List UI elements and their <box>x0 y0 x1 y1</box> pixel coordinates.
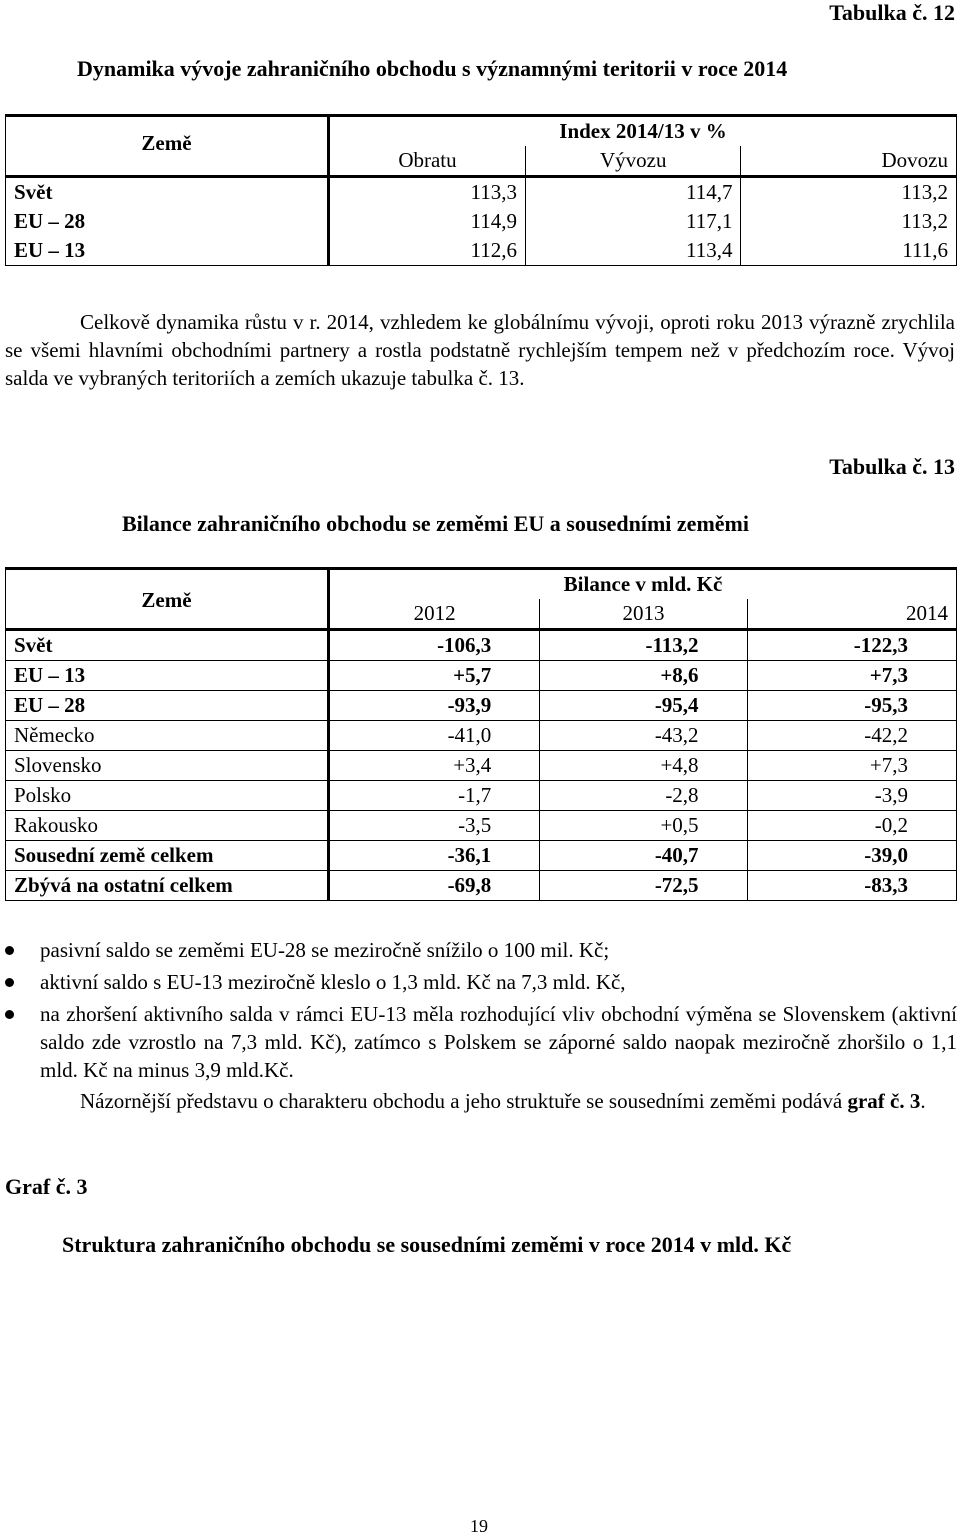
cell: -93,9 <box>329 691 540 721</box>
table-row <box>6 630 957 661</box>
table12-title: Dynamika vývoje zahraničního obchodu s významnými teritorii v roce 2014 <box>77 56 788 81</box>
cell: 117,1 <box>525 207 741 236</box>
paragraph-1-text: Celkově dynamika růstu v r. 2014, vzhledem ke globálnímu vývoji, oproti roku 2013 výrazně zrychlila se všemi hlavními obchodními partnery a rostla podstatně rychlejším tempem než v předchozím roce. Vývoj salda ve vybraných teritoriích a zemích ukazuje tabulka č. 13. <box>5 310 955 390</box>
cell: -95,3 <box>747 691 956 721</box>
table-row <box>6 781 957 811</box>
row-label: Svět <box>6 177 329 208</box>
table12-label: Tabulka č. 12 <box>829 0 955 25</box>
row-label: EU – 28 <box>6 207 329 236</box>
row-label: Zbývá na ostatní celkem <box>6 871 329 901</box>
cell: 111,6 <box>741 236 957 266</box>
paragraph-2-text: Názornější představu o charakteru obchodu a jeho struktuře se sousedními zeměmi podává <box>80 1089 848 1113</box>
table13 <box>5 567 957 901</box>
table13-year: 2012 <box>329 599 540 630</box>
cell: 113,2 <box>741 177 957 208</box>
cell: 113,2 <box>741 207 957 236</box>
cell: +7,3 <box>747 661 956 691</box>
cell: -42,2 <box>747 721 956 751</box>
row-label: Polsko <box>6 781 329 811</box>
table13-year: 2014 <box>747 599 956 630</box>
bullet-list <box>5 936 957 1088</box>
bullet-dot-icon <box>5 946 14 955</box>
cell: +0,5 <box>540 811 747 841</box>
cell: 114,9 <box>329 207 526 236</box>
list-item-text: na zhoršení aktivního salda v rámci EU-13 měla rozhodující vliv obchodní výměna se Slovenskem (aktivní saldo zde vzrostlo na 7,3 mld. Kč), zatímco s Polskem se záporné saldo naopak meziročně zhoršilo o 1,1 mld. Kč na minus 3,9 mld.Kč. <box>40 1002 957 1082</box>
cell: -106,3 <box>329 630 540 661</box>
cell: 113,4 <box>525 236 741 266</box>
list-item-text: aktivní saldo s EU-13 meziročně kleslo o 1,3 mld. Kč na 7,3 mld. Kč, <box>40 970 626 994</box>
cell: -2,8 <box>540 781 747 811</box>
list-item <box>5 968 957 996</box>
cell: -43,2 <box>540 721 747 751</box>
list-item-text: pasivní saldo se zeměmi EU-28 se meziročně snížilo o 100 mil. Kč; <box>40 938 610 962</box>
table-row <box>6 691 957 721</box>
graph-title: Struktura zahraničního obchodu se sousedními zeměmi v roce 2014 v mld. Kč <box>62 1232 792 1257</box>
cell: -72,5 <box>540 871 747 901</box>
cell: 112,6 <box>329 236 526 266</box>
table-row <box>6 177 957 208</box>
cell: 113,3 <box>329 177 526 208</box>
cell: -40,7 <box>540 841 747 871</box>
table12-header-country: Země <box>6 116 329 177</box>
row-label: EU – 28 <box>6 691 329 721</box>
table13-title: Bilance zahraničního obchodu se zeměmi EU a sousedními zeměmi <box>122 511 749 536</box>
row-label: Rakousko <box>6 811 329 841</box>
table-row <box>6 721 957 751</box>
table13-header-bilance: Bilance v mld. Kč <box>329 569 957 600</box>
table-row <box>6 871 957 901</box>
cell: -1,7 <box>329 781 540 811</box>
cell: -69,8 <box>329 871 540 901</box>
table-row <box>6 751 957 781</box>
paragraph-2-end: . <box>920 1089 926 1113</box>
table13-label: Tabulka č. 13 <box>829 454 955 479</box>
cell: -83,3 <box>747 871 956 901</box>
cell: -36,1 <box>329 841 540 871</box>
table-row <box>6 841 957 871</box>
table-row <box>6 236 957 266</box>
table-row <box>6 207 957 236</box>
row-label: EU – 13 <box>6 236 329 266</box>
table13-header-country: Země <box>6 569 329 630</box>
cell: -0,2 <box>747 811 956 841</box>
cell: +3,4 <box>329 751 540 781</box>
cell: -3,5 <box>329 811 540 841</box>
list-item <box>5 936 957 964</box>
cell: -3,9 <box>747 781 956 811</box>
table12-subheader: Vývozu <box>525 146 741 177</box>
table12-header-index: Index 2014/13 v % <box>329 116 957 147</box>
cell: -113,2 <box>540 630 747 661</box>
table-row <box>6 811 957 841</box>
page-number: 19 <box>470 1516 488 1536</box>
paragraph-2 <box>5 1087 955 1115</box>
cell: +5,7 <box>329 661 540 691</box>
row-label: Německo <box>6 721 329 751</box>
table-row <box>6 661 957 691</box>
cell: -122,3 <box>747 630 956 661</box>
table13-year: 2013 <box>540 599 747 630</box>
cell: -41,0 <box>329 721 540 751</box>
cell: -95,4 <box>540 691 747 721</box>
paragraph-1 <box>5 308 955 392</box>
row-label: Sousední země celkem <box>6 841 329 871</box>
row-label: Slovensko <box>6 751 329 781</box>
row-label: EU – 13 <box>6 661 329 691</box>
graph-label: Graf č. 3 <box>5 1174 88 1199</box>
cell: +4,8 <box>540 751 747 781</box>
list-item <box>5 1000 957 1084</box>
cell: 114,7 <box>525 177 741 208</box>
table12-subheader: Obratu <box>329 146 526 177</box>
table12-subheader: Dovozu <box>741 146 957 177</box>
row-label: Svět <box>6 630 329 661</box>
cell: +8,6 <box>540 661 747 691</box>
cell: -39,0 <box>747 841 956 871</box>
table12 <box>5 114 957 266</box>
bullet-dot-icon <box>5 978 14 987</box>
bullet-dot-icon <box>5 1010 14 1019</box>
cell: +7,3 <box>747 751 956 781</box>
paragraph-2-ref: graf č. 3 <box>847 1089 921 1113</box>
